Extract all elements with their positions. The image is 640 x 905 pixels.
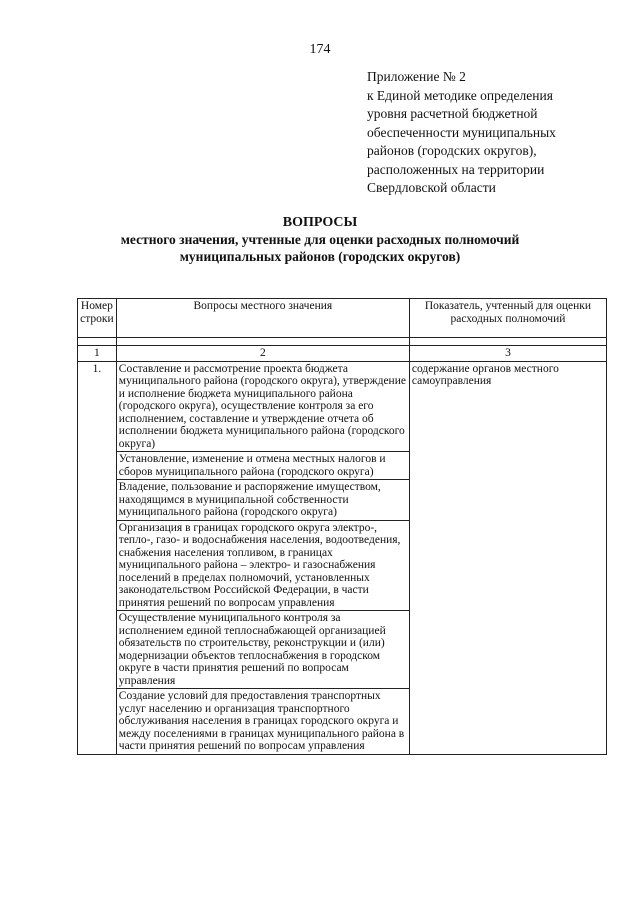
title-line-3: муниципальных районов (городских округов) xyxy=(179,249,461,264)
header-row-number: Номер строки xyxy=(78,299,117,338)
questions-table xyxy=(77,298,607,755)
title-line-1: ВОПРОСЫ xyxy=(282,215,358,230)
header-questions: Вопросы местного значения xyxy=(116,299,409,338)
column-number: 1 xyxy=(78,346,117,362)
appendix-line: Приложение № 2 xyxy=(367,69,466,84)
row-number: 1. xyxy=(78,361,117,754)
question-cell: Организация в границах городского округа электро-, тепло-, газо- и водоснабжения населения, водоотведения, снабжения населения топливом, в границах муниципального района – электро- и газоснабжения поселений в пределах полномочий, установленных законодательством Российской Федерации, в части принятия решений по вопросам управления xyxy=(116,520,409,611)
question-cell: Создание условий для предоставления транспортных услуг населению и организация транспортного обслуживания населения в границах городского округа и между поселениями в границах муниципального района в части принятия решений по вопросам управления xyxy=(116,689,409,755)
indicator-cell: содержание органов местного самоуправления xyxy=(409,361,606,754)
table-row xyxy=(78,361,607,452)
question-cell: Составление и рассмотрение проекта бюджета муниципального района (городского округа), утверждение и исполнение бюджета муниципального района (городского округа), осуществление контроля за его исполнением, составление и утверждение отчета об исполнении бюджета муниципального района (городского округа) xyxy=(116,361,409,452)
appendix-line: Свердловской области xyxy=(367,180,496,195)
page-number: 174 xyxy=(309,42,331,57)
column-number: 3 xyxy=(409,346,606,362)
appendix-line: уровня расчетной бюджетной xyxy=(367,106,538,121)
question-cell: Установление, изменение и отмена местных налогов и сборов муниципального района (городского округа) xyxy=(116,452,409,480)
title-line-2: местного значения, учтенные для оценки расходных полномочий xyxy=(120,232,520,247)
question-cell: Владение, пользование и распоряжение имуществом, находящимся в муниципальной собственности муниципального района (городского округа) xyxy=(116,480,409,521)
appendix-line: расположенных на территории xyxy=(367,161,545,177)
appendix-line: к Единой методике определения xyxy=(367,87,553,103)
appendix-line: обеспеченности муниципальных xyxy=(367,124,556,140)
table-header-row xyxy=(78,299,607,338)
appendix-line: районов (городских округов), xyxy=(367,143,537,158)
question-cell: Осуществление муниципального контроля за исполнением единой теплоснабжающей организацией обязательств по строительству, реконструкции и (или) модернизации объектов теплоснабжения в городском округе в части принятия решений по вопросам управления xyxy=(116,611,409,689)
table-gap-row xyxy=(78,338,607,346)
header-indicator: Показатель, учтенный для оценки расходных полномочий xyxy=(409,299,606,338)
column-number: 2 xyxy=(116,346,409,362)
document-title xyxy=(0,214,640,265)
column-number-row xyxy=(78,346,607,362)
appendix-note xyxy=(367,68,617,198)
